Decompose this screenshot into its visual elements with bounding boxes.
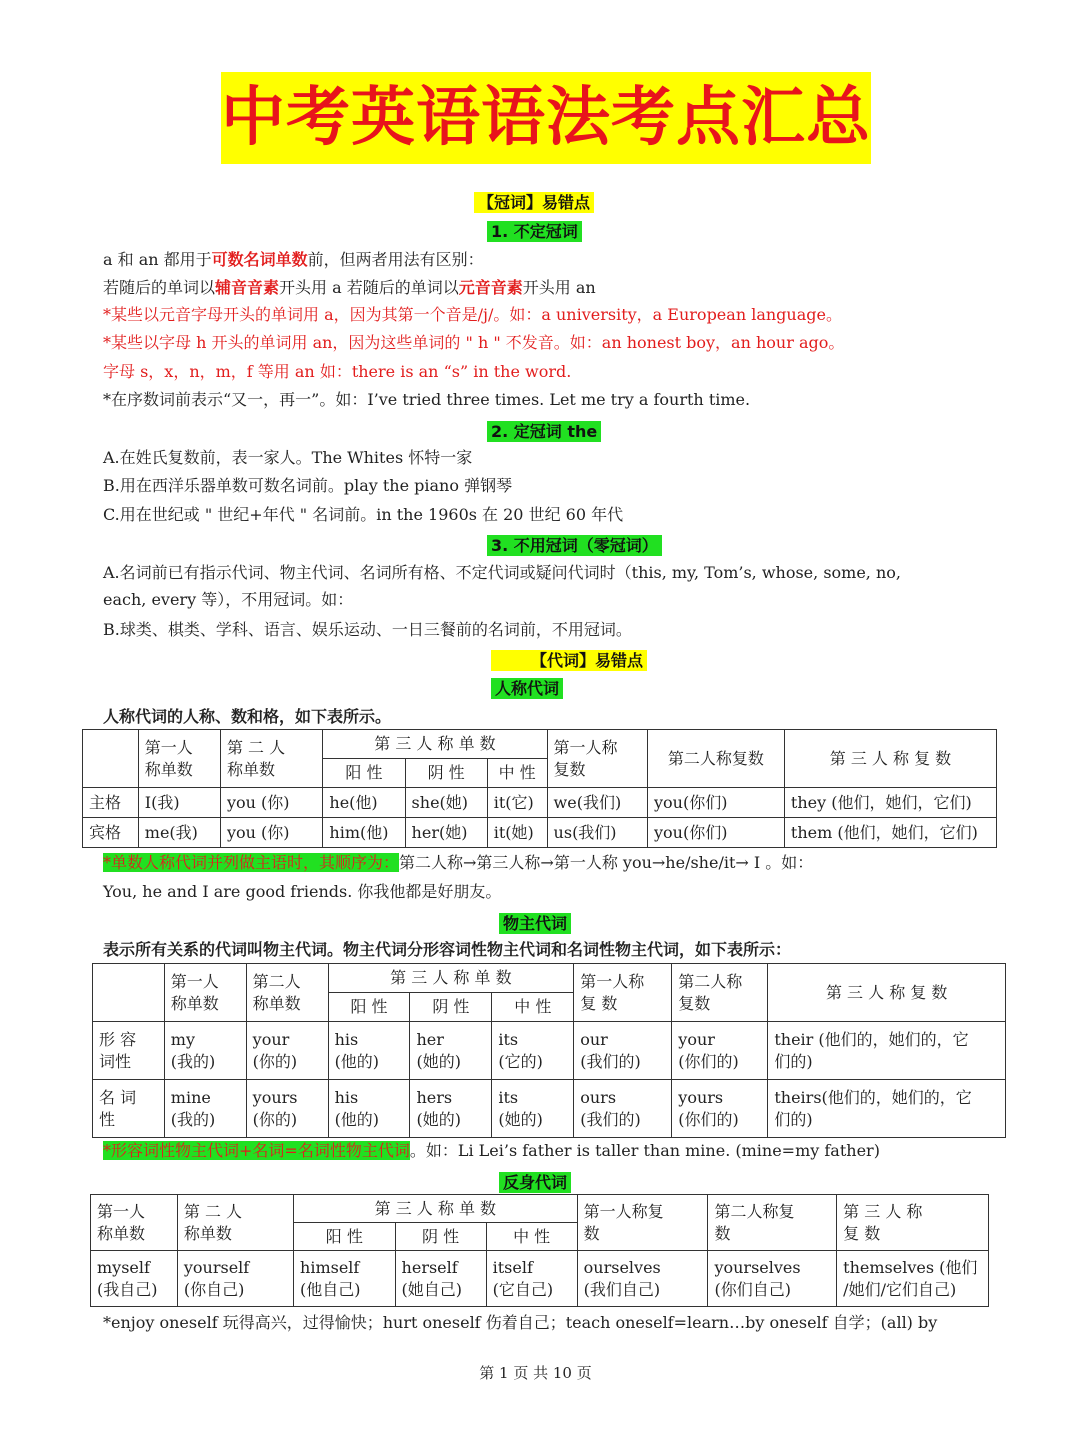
subheader-reflexive: 反身代词 — [499, 1170, 571, 1193]
text-line: 若随后的单词以辅音音素开头用 a 若随后的单词以元音音素开头用 an — [103, 278, 596, 297]
table-row: 宾格 me(我) you (你) him(他) her(她) it(她) us(我们) you(你们) them (他们，她们，它们) — [83, 818, 997, 848]
text-line: *某些以元音字母开头的单词用 a，因为其第一个音是/j/。如：a university，a European language。 — [103, 305, 842, 324]
table-row: myself (我自己) yourself (你自己) himself (他自己) herself (她自己) itself (它自己) ourselves (我们自己) yourselves (你们自己) themselves (他们 /她们/它们自己) — [91, 1251, 989, 1307]
text-line: A.名词前已有指示代词、物主代词、名词所有格、不定代词或疑问代词时（this, my, Tom’s, whose, some, no, — [103, 563, 902, 582]
subheader-definite: 2. 定冠词 the — [487, 419, 601, 442]
note-line: You, he and I are good friends. 你我他都是好朋友。 — [103, 882, 502, 901]
text-line: *在序数词前表示“又一，再一”。如：I’ve tried three times. Let me try a fourth time. — [103, 390, 751, 409]
note-line: *形容词性物主代词+名词=名词性物主代词。如：Li Lei’s father is taller than mine. (mine=my father) — [103, 1141, 880, 1160]
text-line: C.用在世纪或 " 世纪+年代 " 名词前。in the 1960s 在 20 世纪 60 年代 — [103, 505, 624, 524]
table-intro: 人称代词的人称、数和格，如下表所示。 — [103, 707, 392, 726]
text-line: each, every 等），不用冠词。如： — [103, 590, 354, 609]
page-title: 中考英语语法考点汇总 — [221, 72, 871, 164]
subheader-personal-pronouns: 人称代词 — [491, 676, 563, 699]
text-line: B.用在西洋乐器单数可数名词前。play the piano 弹钢琴 — [103, 476, 513, 495]
text-line: *某些以字母 h 开头的单词用 an，因为这些单词的 " h " 不发音。如：an honest boy，an hour ago。 — [103, 333, 845, 352]
text-line: a 和 an 都用于可数名词单数前，但两者用法有区别： — [103, 250, 484, 269]
text-line: B.球类、棋类、学科、语言、娱乐运动、一日三餐前的名词前，不用冠词。 — [103, 620, 632, 639]
page-footer: 第 1 页 共 10 页 — [479, 1364, 592, 1382]
subheader-indefinite: 1. 不定冠词 — [487, 219, 582, 242]
possessive-pronoun-table: 第一人 称单数 第二人 称单数 第 三 人 称 单 数 第一人称 复 数 第二人称 复数 第 三 人 称 复 数 阳 性 阴 性 中 性 形 容 词性 my (我的) your (你的) his (他的) her (她的) its (它的) our (我们的) your (你们的) their (他们的，她们的，它 们的) 名 词 性 mine (我的) yours (你的) his (他的) hers (她的) its (她的) ours (我们的) yours (你们的) theirs(他们的，她们的，它 们的) — [92, 963, 1006, 1138]
table-intro: 表示所有关系的代词叫物主代词。物主代词分形容词性物主代词和名词性物主代词，如下表所示： — [103, 940, 792, 959]
table-row: 形 容 词性 my (我的) your (你的) his (他的) her (她的) its (它的) our (我们的) your (你们的) their (他们的，她们的，它 们的) — [93, 1022, 1006, 1080]
text-line: A.在姓氏复数前，表一家人。The Whites 怀特一家 — [103, 448, 473, 467]
personal-pronoun-table: 第一人 称单数 第 二 人 称单数 第 三 人 称 单 数 第一人称 复数 第二人称复数 第 三 人 称 复 数 阳 性 阴 性 中 性 主格 I(我) you (你) he(他) she(她) it(它) we(我们) you(你们) they (他们，她们，它们) 宾格 me(我) you (你) him(他) her(她) it(她) us(我们) you(你们) them (他们，她们，它们) — [82, 729, 997, 848]
table-row: 名 词 性 mine (我的) yours (你的) his (他的) hers (她的) its (她的) ours (我们的) yours (你们的) theirs(他们的，她们的，它 们的) — [93, 1080, 1006, 1138]
subheader-zero-article: 3. 不用冠词（零冠词） — [487, 533, 662, 556]
section-header-pronouns: 【代词】易错点 — [491, 648, 647, 671]
subheader-possessive: 物主代词 — [499, 911, 571, 934]
note-line: *单数人称代词并列做主语时，其顺序为：第二人称→第三人称→第一人称 you→he/she/it→ I 。如： — [103, 853, 814, 872]
section-header-articles: 【冠词】易错点 — [474, 190, 594, 213]
text-line: 字母 s，x，n，m，f 等用 an 如：there is an “s” in the word. — [103, 362, 572, 381]
reflexive-pronoun-table: 第一人 称单数 第 二 人 称单数 第 三 人 称 单 数 第一人称复 数 第二人称复 数 第 三 人 称 复 数 阳 性 阴 性 中 性 myself (我自己) yourself (你自己) himself (他自己) herself (她自己) itself (它自己) ourselves (我们自己) yourselves (你们自己) themselves (他们 /她们/它们自己) — [90, 1194, 989, 1307]
table-row: 主格 I(我) you (你) he(他) she(她) it(它) we(我们) you(你们) they (他们，她们，它们) — [83, 788, 997, 818]
note-line: *enjoy oneself 玩得高兴，过得愉快；hurt oneself 伤着自己；teach oneself=learn…by oneself 自学；(all) by — [103, 1313, 938, 1332]
